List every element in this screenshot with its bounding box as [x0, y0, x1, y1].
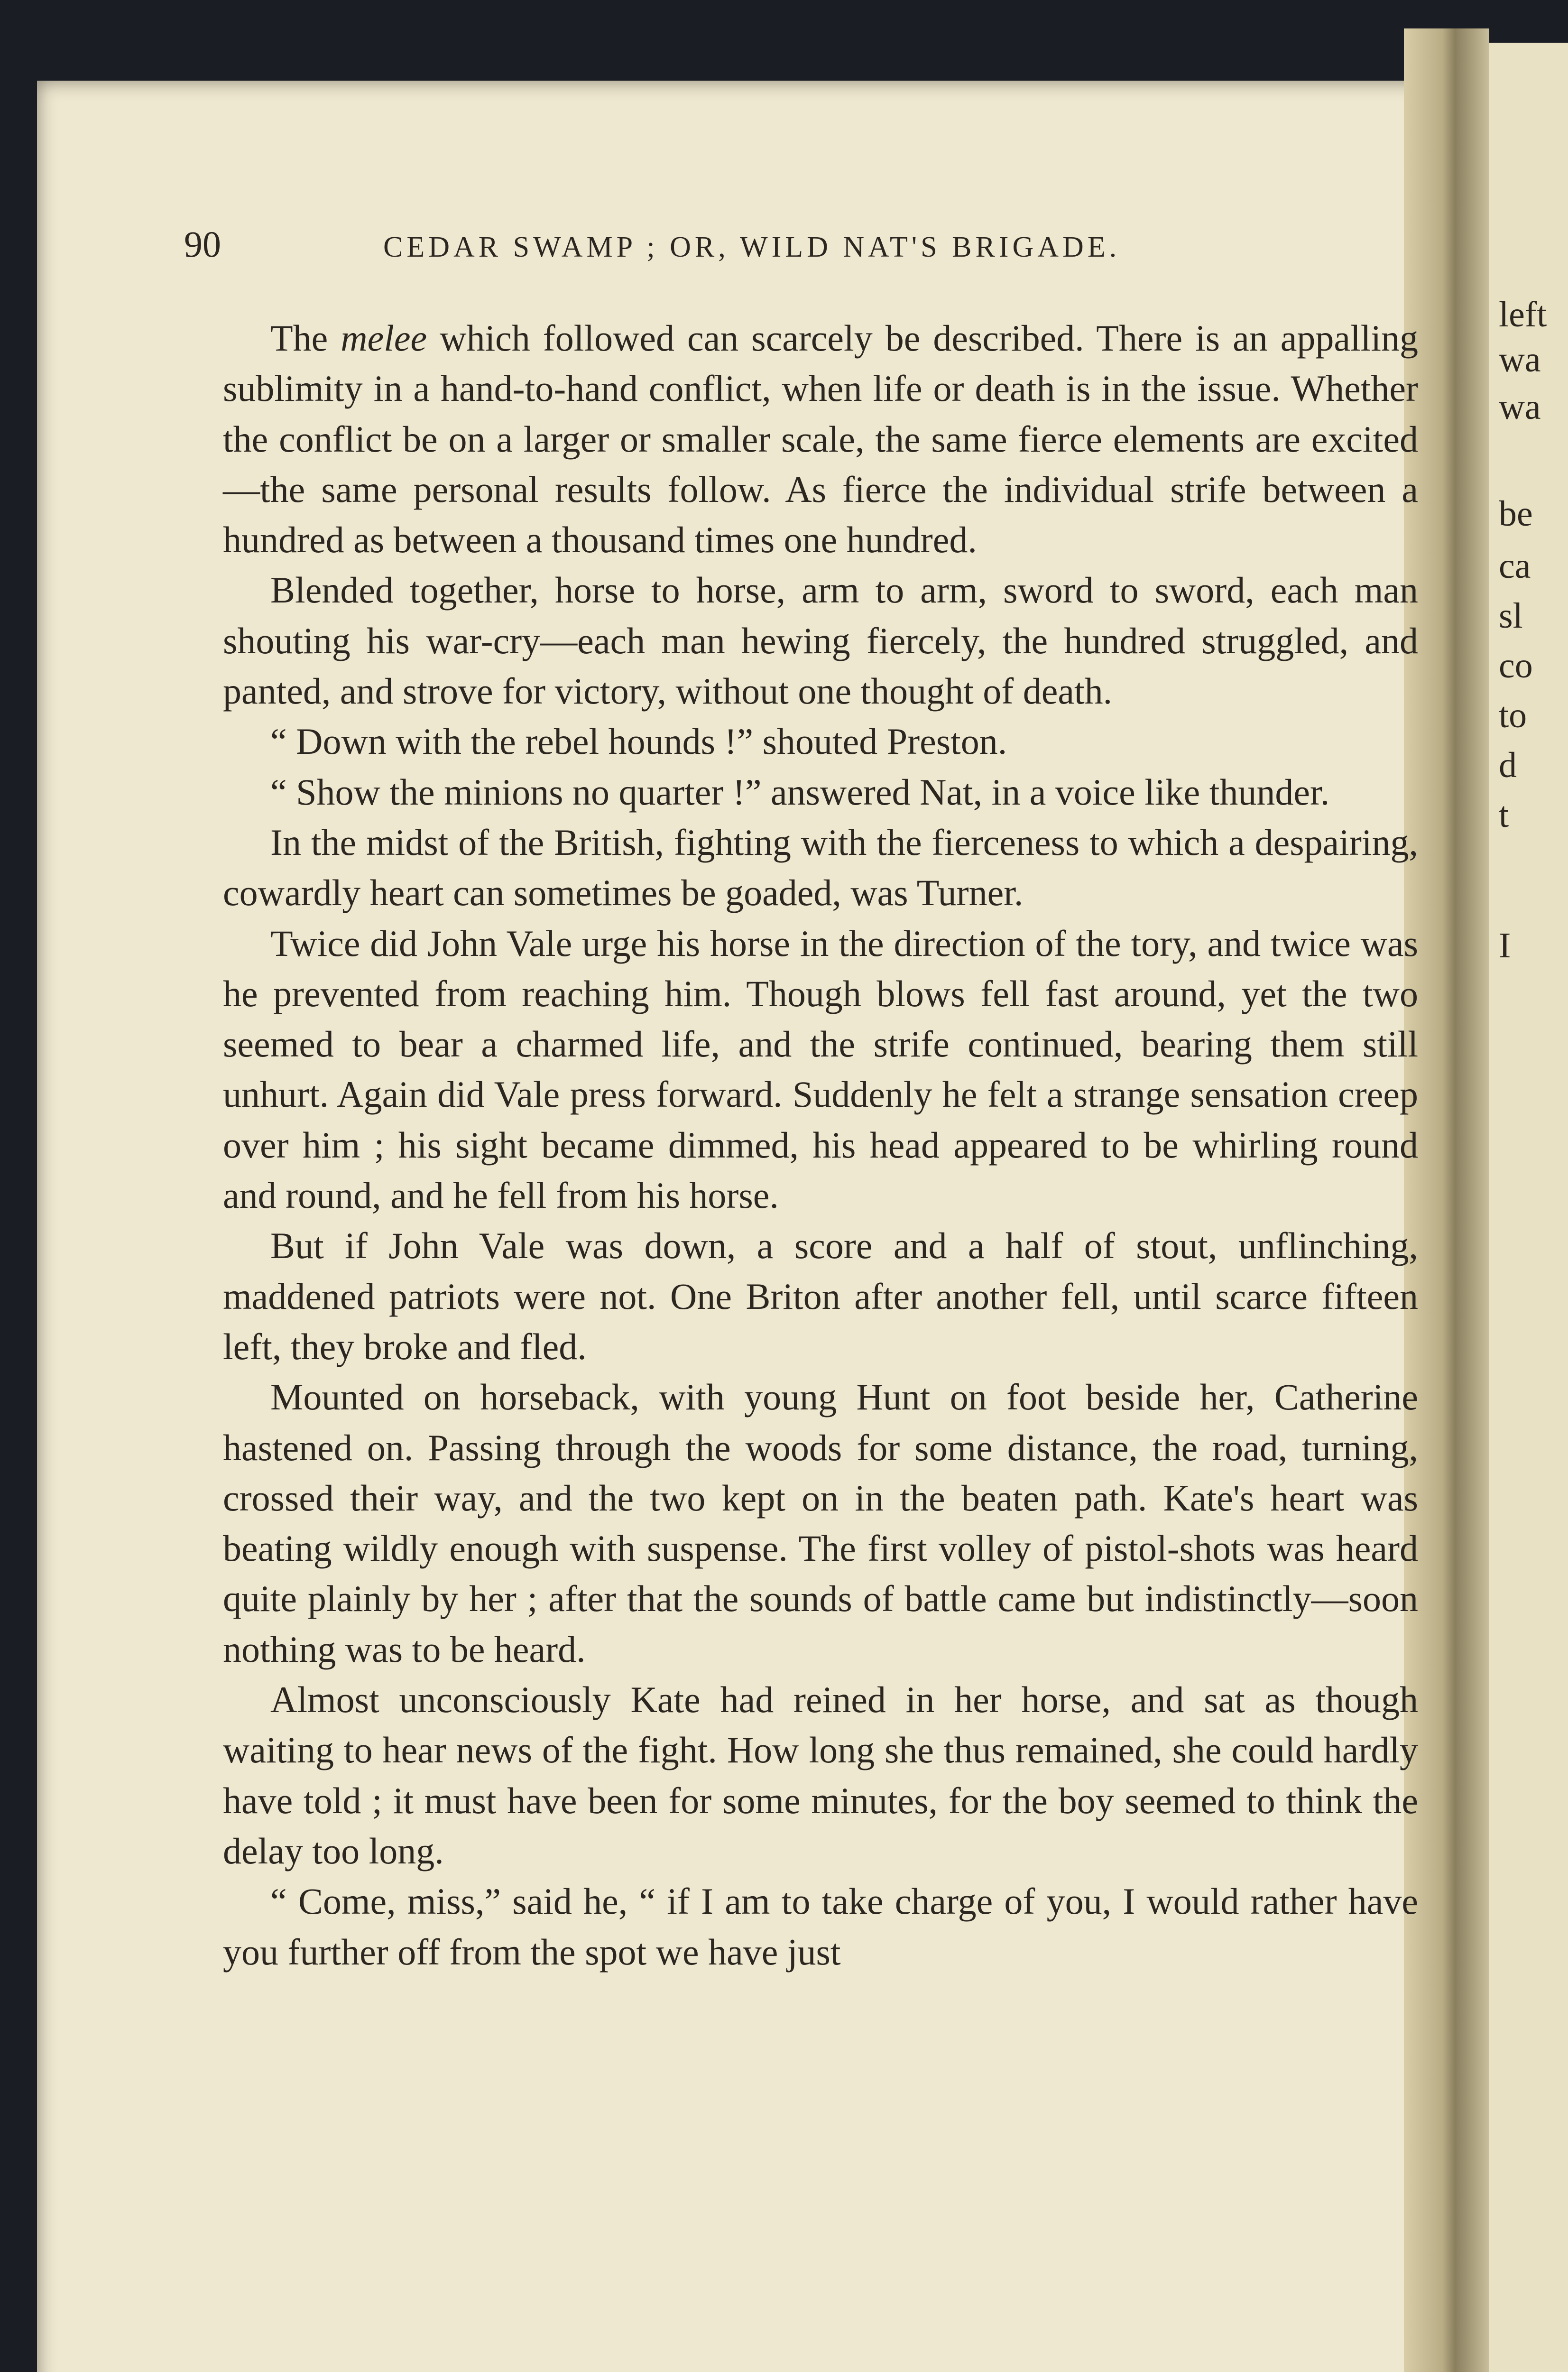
next-page-edge [1489, 43, 1568, 2372]
paragraph: In the midst of the British, fighting with the fierceness to which a despairing, cowardly heart can sometimes be goaded, was Turner. [223, 821, 1418, 914]
next-page-fragment: ca [1499, 546, 1531, 586]
next-page-fragment: d [1499, 745, 1517, 785]
italic-word: melee [341, 317, 427, 359]
paragraph: Blended together, horse to horse, arm to arm, sword to sword, each man shouting his war-cry—each man hewing fiercely, the hundred struggled, and panted, and strove for victory, without one thought of death. [223, 569, 1418, 712]
paragraph: The melee which followed can scarcely be described. There is an appalling sublimity in a hand-to-hand conflict, when life or death is in the issue. Whether the conflict be on a larger or smaller scale, the same fierce elements are excited—the same personal results follow. As fierce the individual strife between a hundred as between a thousand times one hundred. [223, 317, 1419, 561]
paragraph: “ Show the minions no quarter !” answered Nat, in a voice like thunder. [270, 771, 1330, 813]
next-page-fragment: I [1499, 926, 1511, 965]
body-text [223, 313, 1418, 1977]
next-page-fragment: to [1499, 695, 1527, 735]
paragraph: But if John Vale was down, a score and a half of stout, unflinching, maddened patriots were not. One Briton after another fell, until scarce fifteen left, they broke and fled. [223, 1225, 1418, 1367]
running-head: CEDAR SWAMP ; OR, WILD NAT'S BRIGADE. [383, 231, 1121, 263]
paragraph: “ Come, miss,” said he, “ if I am to take charge of you, I would rather have you further off from the spot we have just [223, 1881, 1418, 1973]
page-header [184, 223, 1417, 266]
next-page-fragment: t [1499, 795, 1509, 835]
paragraph: Almost unconsciously Kate had reined in her horse, and sat as though waiting to hear news of the fight. How long she thus remained, she could hardly have told ; it must have been for some minutes, for the boy seemed to think the delay too long. [223, 1679, 1418, 1872]
next-page-fragment: wa [1499, 340, 1541, 380]
next-page-fragment: wa [1499, 387, 1541, 427]
next-page-fragment: left [1499, 295, 1547, 334]
next-page-fragment: be [1499, 494, 1533, 534]
page-number: 90 [184, 223, 221, 265]
paragraph: “ Down with the rebel hounds !” shouted Preston. [270, 721, 1007, 762]
paragraph: Twice did John Vale urge his horse in the direction of the tory, and twice was he prevented from reaching him. Though blows fell fast around, yet the two seemed to bear a charmed life, and the strife continued, bearing them still unhurt. Again did Vale press forward. Suddenly he felt a strange sensation creep over him ; his sight became dimmed, his head appeared to be whirling round and round, and he fell from his horse. [223, 922, 1418, 1216]
paragraph: Mounted on horseback, with young Hunt on foot beside her, Catherine hastened on. Passing through the woods for some distance, the road, turning, crossed their way, and the two kept on in the beaten path. Kate's heart was beating wildly enough with suspense. The first volley of pistol-shots was heard quite plainly by her ; after that the sounds of battle came but indistinctly—soon nothing was to be heard. [223, 1376, 1418, 1670]
next-page-fragment: sl [1499, 596, 1523, 636]
next-page-fragment: co [1499, 646, 1533, 686]
